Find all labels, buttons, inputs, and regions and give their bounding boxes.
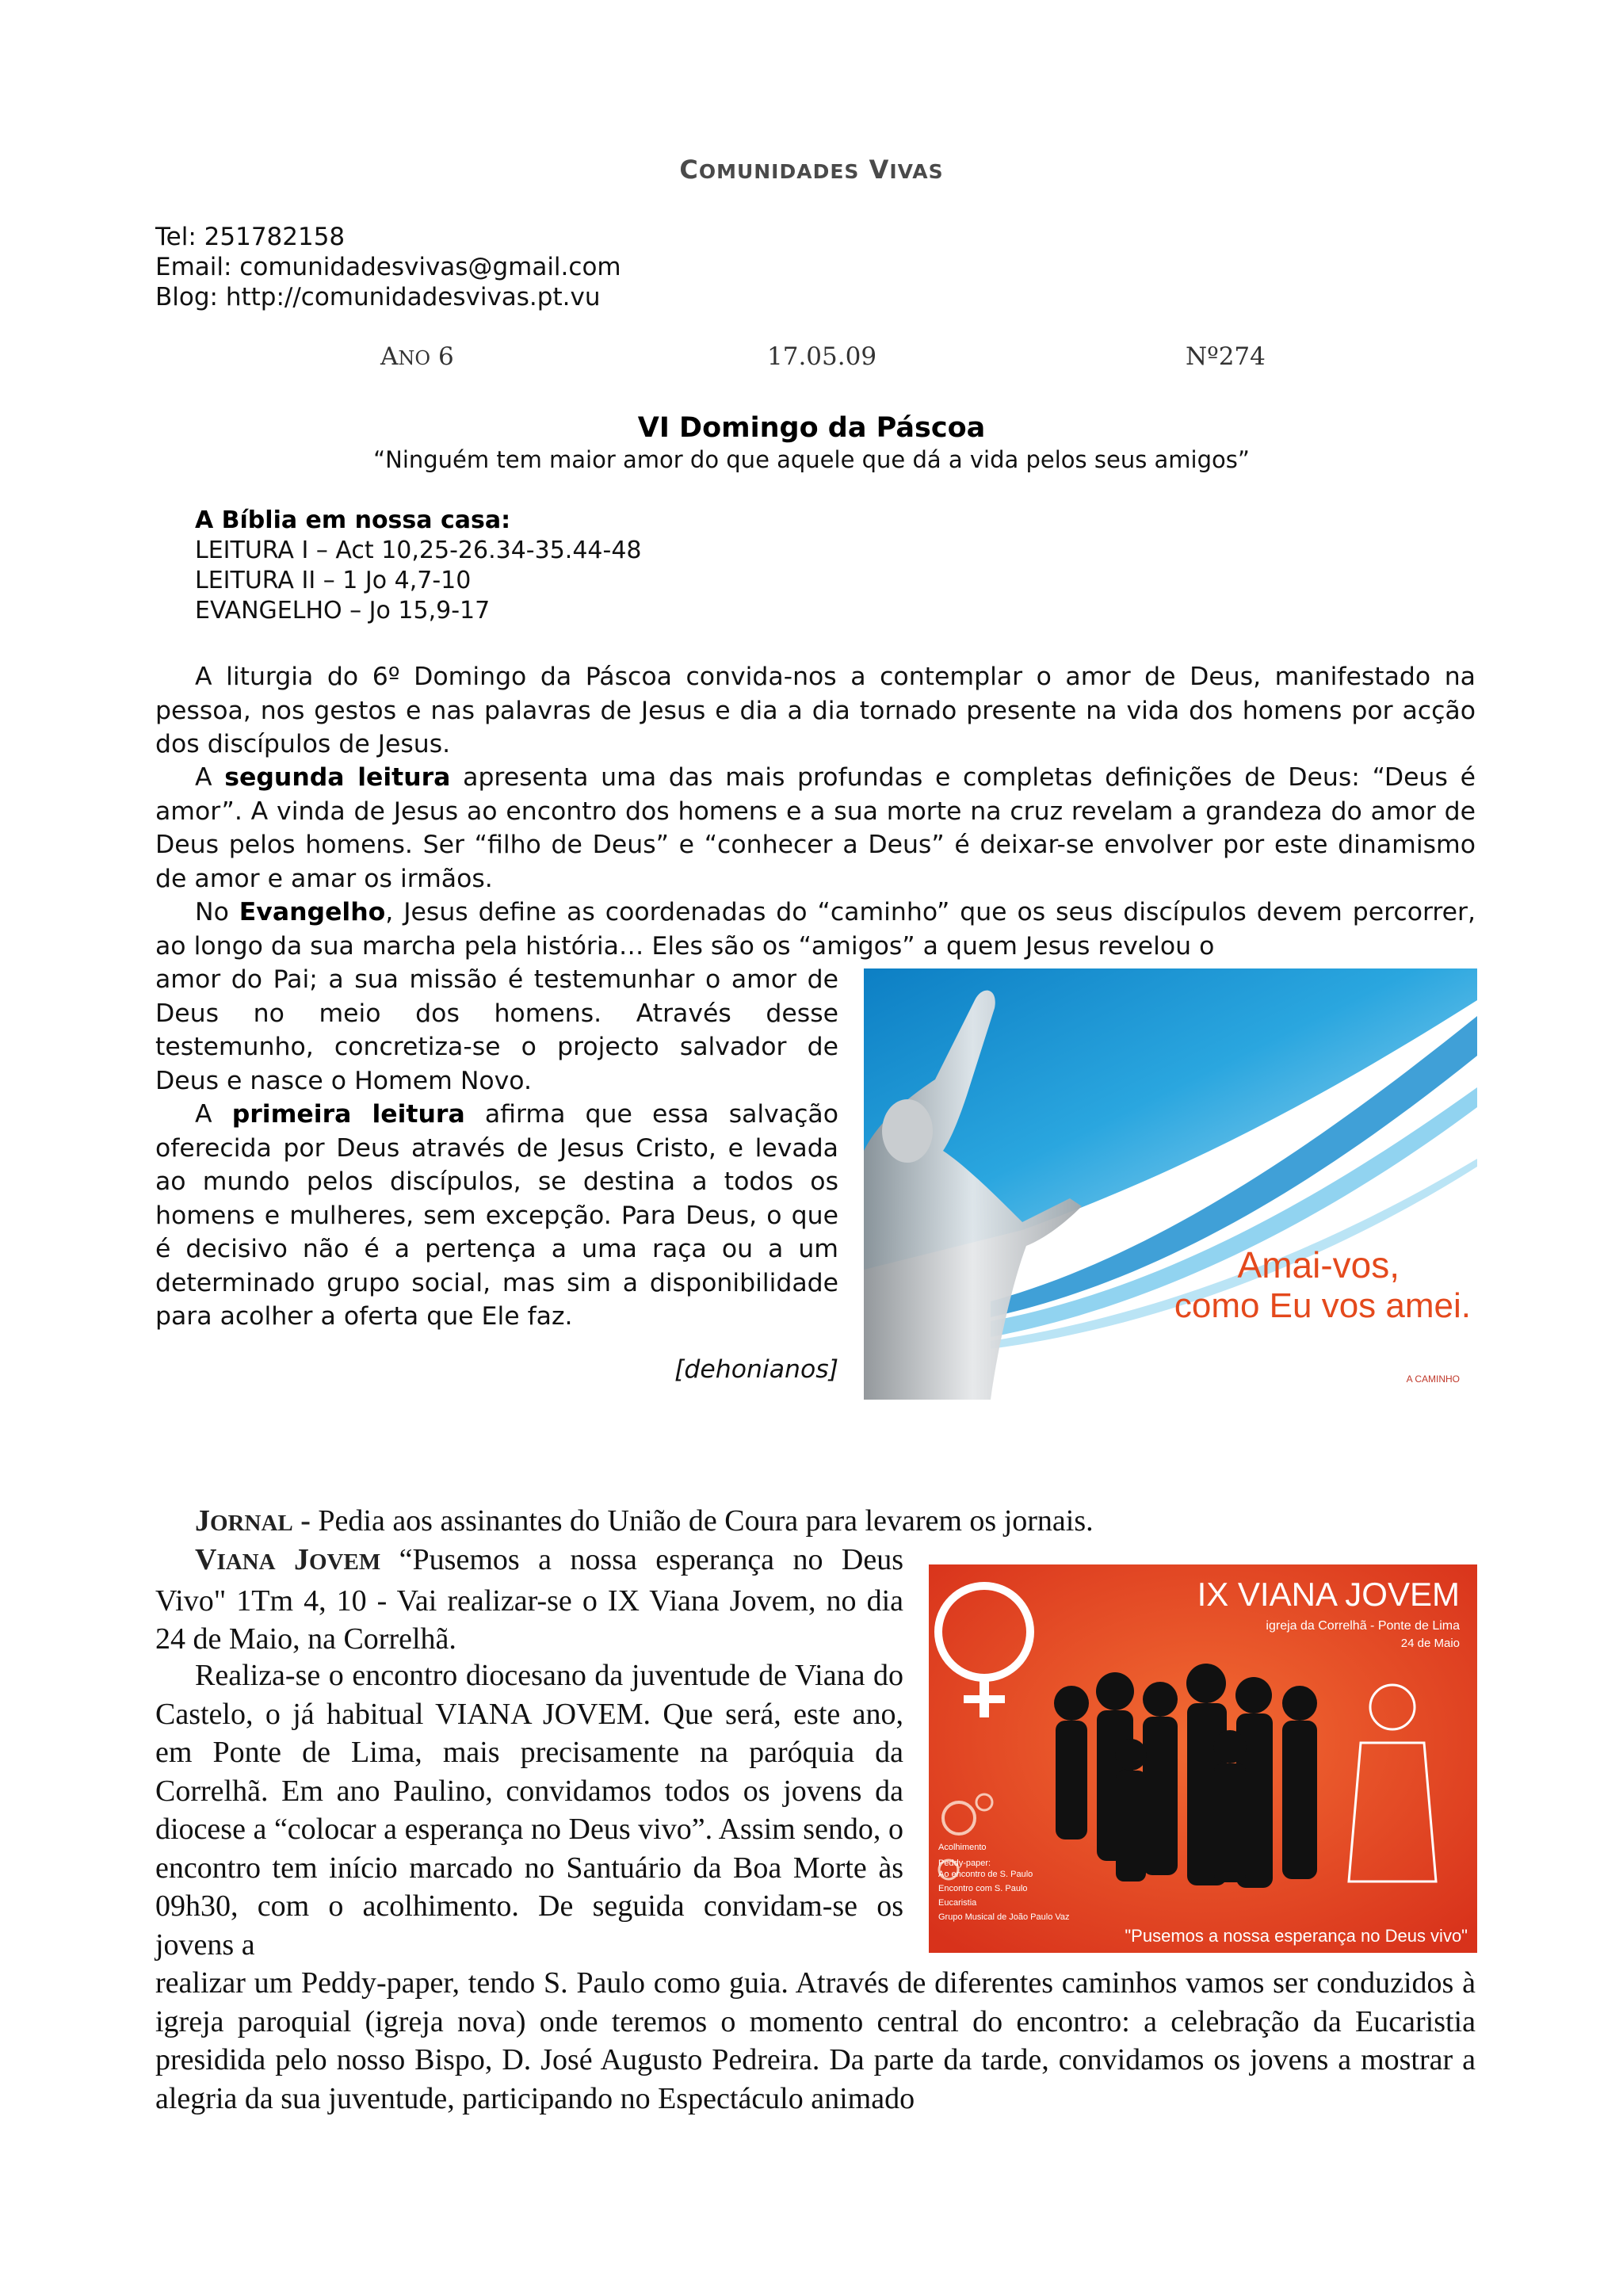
reading-item: LEITURA I – Act 10,25-26.34-35.44-48 [195,537,642,564]
poster-illustration [929,1564,1477,1953]
masthead: COMUNIDADES VIVAS [679,155,944,185]
image-caption-line1: Amai-vos, [1237,1244,1400,1286]
christ-statue-image [864,968,1477,1400]
news-jornal: JORNAL - Pedia aos assinantes do União de Coura para levarem os jornais. [195,1504,1094,1538]
reading-item: LEITURA II – 1 Jo 4,7-10 [195,567,472,594]
poster-schedule-item: Encontro com S. Paulo [938,1884,1028,1893]
christ-statue-illustration [864,968,1477,1400]
page-subtitle: “Ninguém tem maior amor do que aquele que dá a vida pelos seus amigos” [373,446,1250,473]
viana-jovem-poster [929,1564,1477,1953]
contact-tel: Tel: 251782158 [155,223,346,251]
contact-blog: Blog: http://comunidadesvivas.pt.vu [155,283,601,311]
readings-heading: A Bíblia em nossa casa: [195,506,511,534]
article-paragraph-4: A primeira leitura afirma que essa salvação oferecida por Deus através de Jesus Cristo, e levada ao mundo pelos discípulos, se destina a todos os homens e mulheres, sem excepção. Para Deus, o que é decisivo não é a pertença a uma raça ou a um determinado grupo social, mas sim a disponibilidade para acolher a oferta que Ele faz. [155,1100,838,1331]
poster-title: IX VIANA JOVEM [1197,1576,1460,1613]
image-logo: A CAMINHO [1406,1373,1460,1385]
contact-block [155,222,621,312]
page-title: VI Domingo da Páscoa [637,412,986,444]
news-viana-jovem: VIANA JOVEM “Pusemos a nossa esperança no Deus Vivo" 1Tm 4, 10 - Vai realizar-se o IX Viana Jovem, no dia 24 de Maio, na Correlhã. [155,1543,904,1656]
article-paragraph-3-cont: amor do Pai; a sua missão é testemunhar o amor de Deus no meio dos homens. Através desse testemunho, concretiza-se o projecto salvador de Deus e nasce o Homem Novo. [155,965,838,1095]
poster-schedule-item: Ao encontro de S. Paulo [938,1870,1033,1879]
poster-slogan: "Pusemos a nossa esperança no Deus vivo" [1125,1926,1468,1946]
reading-item: EVANGELHO – Jo 15,9-17 [195,597,491,625]
article-paragraph-3: No Evangelho, Jesus define as coordenadas do “caminho” que os seus discípulos devem percorrer, ao longo da sua marcha pela história… Eles são os “amigos” a quem Jesus revelou o [155,898,1476,961]
image-caption-line2: como Eu vos amei. [1174,1286,1471,1325]
poster-schedule-item: Acolhimento [938,1843,987,1852]
article-paragraph-2: A segunda leitura apresenta uma das mais profundas e completas definições de Deus: “Deus é amor”. A vinda de Jesus ao encontro dos homens e a sua morte na cruz revelam a grandeza do amor de Deus pelos homens. Ser “filho de Deus” e “conhecer a Deus” é deixar-se envolver por este dinamismo de amor e amar os irmãos. [155,763,1476,893]
contact-email: Email: comunidadesvivas@gmail.com [155,253,621,281]
article-paragraph-1: A liturgia do 6º Domingo da Páscoa convida-nos a contemplar o amor de Deus, manifestado na pessoa, nos gestos e nas palavras de Jesus e dia a dia tornado presente na vida dos homens por acção dos discípulos de Jesus. [155,663,1476,758]
news-viana-paragraph-2: Realiza-se o encontro diocesano da juventude de Viana do Castelo, o já habitual VIANA JOVEM. Que será, este ano, em Ponte de Lima, mais precisamente na paróquia da Correlhã. Em ano Paulino, convidamos todos os jovens da diocese a “colocar a esperança no Deus vivo”. Assim sendo, o encontro tem início marcado no Santuário da Boa Morte às 09h30, com o acolhimento. De seguida convidam-se os jovens a [155,1659,903,1962]
issue-date: 17.05.09 [767,342,877,371]
readings-block [195,506,642,626]
poster-date: 24 de Maio [1400,1637,1460,1650]
news-viana-paragraph-2-cont: realizar um Peddy-paper, tendo S. Paulo como guia. Através de diferentes caminhos vamos ser conduzidos à igreja paroquial (igreja nova) onde teremos o momento central do encontro: a celebração da Eucaristia presidida pelo nosso Bispo, D. José Augusto Pedreira. Da parte da tarde, convidamos os jovens a mostrar a alegria da sua juventude, participando no Espectáculo animado [155,1966,1476,2115]
poster-schedule-item: Peddy-paper: [938,1859,991,1868]
article-credit: [dehonianos] [674,1355,838,1384]
issue-year: ANO 6 [380,342,454,371]
poster-subtitle: igreja da Correlhã - Ponte de Lima [1266,1619,1460,1633]
poster-schedule-item: Grupo Musical de João Paulo Vaz [938,1912,1070,1922]
poster-schedule-item: Eucaristia [938,1898,977,1908]
issue-number: Nº274 [1186,342,1266,371]
